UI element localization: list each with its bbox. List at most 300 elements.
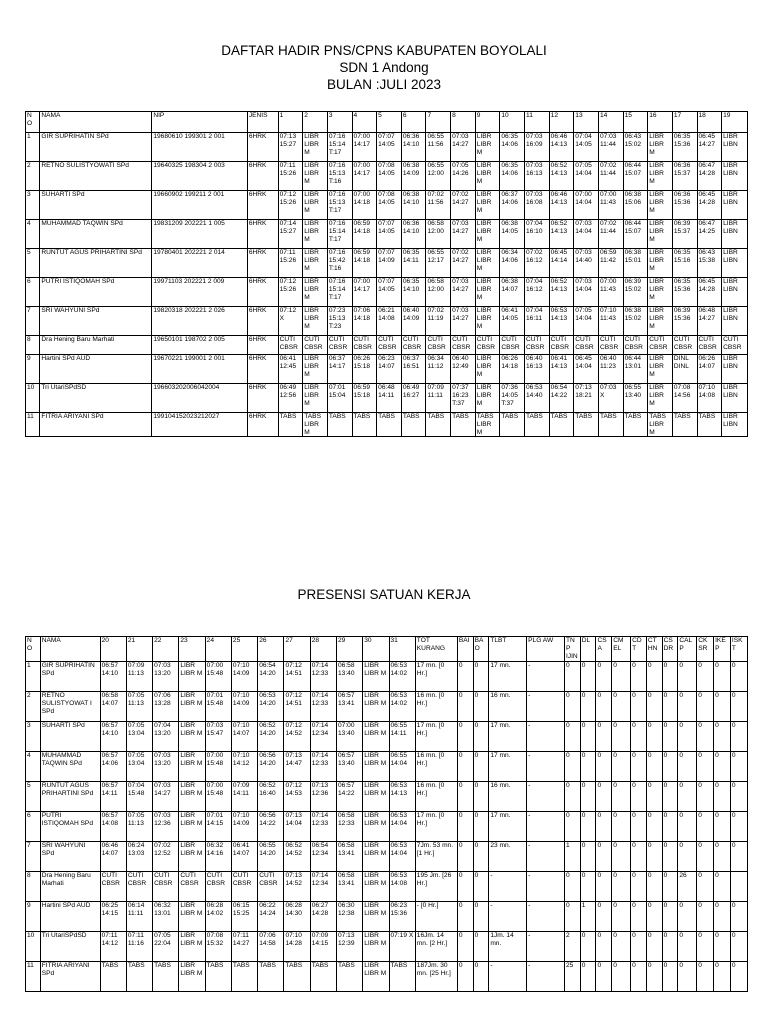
table-cell: 17 mn. [489,662,527,692]
table-cell: 11 [26,962,41,992]
table-cell: 6HRK [247,355,278,384]
table-cell: CUTI CBSR [278,336,303,355]
table-cell [730,872,747,902]
table-cell: 0 [646,962,662,992]
table-cell: LIBR LIBN [722,355,748,384]
table-cell: 16 mn. [0 Hr.] [415,752,457,782]
table-cell: 06:57 14:11 [100,782,126,812]
table-row [26,842,748,872]
column-header: 20 [100,637,126,662]
column-header: 12 [549,112,574,133]
table-cell: - [527,752,565,782]
table-cell: LIBR LIBR M [363,722,389,752]
table-cell: RETNO SULISTYOWAT I SPd [40,692,100,722]
table-cell: - [527,842,565,872]
table-cell: TABS LIBR M [303,413,328,437]
table-cell: 07:03 11:44 [598,133,623,162]
table-cell: 0 [678,962,697,992]
table-row [26,962,748,992]
table-cell: 07:13 18:21 [574,384,599,413]
table-row [26,872,748,902]
table-cell: 06:26 14:07 [697,355,722,384]
table-cell: 06:14 11:11 [126,902,152,932]
table-cell: 07:07 14:05 [377,133,402,162]
table-cell: 0 [697,812,714,842]
table-cell: 06:21 14:08 [377,307,402,336]
table-cell: 3 [26,191,40,220]
table-cell: 06:35 14:06 [500,133,525,162]
table-cell: Dra Hening Baru Marhati [40,872,100,902]
table-cell: CUTI CBSR [401,336,426,355]
school-name: SDN 1 Andong [339,60,429,75]
column-header: 22 [153,637,179,662]
table-cell: 07:12 14:51 [284,692,310,722]
table-cell: 07:03 X [598,384,623,413]
table-cell: 06:28 14:30 [284,902,310,932]
column-header: NIP [152,112,248,133]
table-cell: 0 [714,662,731,692]
table-cell: 07:16 15:13 T:16 [327,162,352,191]
table-cell: 0 [473,962,489,992]
table-cell: LIBR LIBR M [179,962,205,992]
table-cell: 0 [457,752,473,782]
table-cell: 07:06 13:28 [153,692,179,722]
table-cell: 06:28 14:02 [205,902,231,932]
table-cell: 06:47 14:25 [697,220,722,249]
table-cell: 07:03 13:20 [153,752,179,782]
table-cell: 06:44 15:07 [623,220,648,249]
table-cell: LIBR LIBR M [363,812,389,842]
table-cell: 07:16 15:14 T:17 [327,133,352,162]
table-cell: 11 [26,413,40,437]
column-header: 28 [310,637,336,662]
table-cell: 07:07 14:09 [377,249,402,278]
table-cell: 07:10 14:12 [231,752,257,782]
table-cell: CUTI CBSR [426,336,451,355]
table-cell: 07:05 11:13 [126,812,152,842]
table-cell: LIBR LIBR M [648,278,673,307]
table-cell: 0 [612,932,631,962]
table-cell: 06:39 15:37 [672,220,697,249]
table-cell: 19660902 199211 2 001 [152,191,248,220]
table-cell: CUTI CBSR [574,336,599,355]
table-cell: 06:38 15:02 [623,307,648,336]
table-row [26,384,748,413]
table-cell: TABS [377,413,402,437]
table-cell: 06:40 16:13 [525,355,550,384]
table-cell: 0 [678,842,697,872]
table-cell: 06:53 14:20 [258,692,284,722]
table-cell: PUTRI ISTIQOMAH SPd [40,278,152,307]
table-cell: 0 [596,842,612,872]
table-cell: 06:55 12:00 [426,162,451,191]
column-header: N O [26,637,41,662]
column-header: 26 [258,637,284,662]
table-cell: 0 [580,782,596,812]
table-cell: 06:38 14:10 [401,191,426,220]
table-cell: 0 [678,932,697,962]
table-cell: 06:58 12:33 [336,812,362,842]
table-cell: 06:57 13:40 [336,752,362,782]
table-cell: 07:13 14:47 [284,752,310,782]
table-cell: 0 [697,962,714,992]
column-header: TLBT [489,637,527,662]
table-cell: 07:14 12:33 [310,812,336,842]
table-cell: 07:01 14:15 [205,812,231,842]
table-cell: 0 [457,872,473,902]
table-cell: 07:00 14:18 [352,191,377,220]
table-cell: 06:36 15:37 [672,162,697,191]
table-cell: LIBR LIBR M [648,191,673,220]
table-cell: 0 [631,902,647,932]
table-cell: 0 [662,722,678,752]
table-row [26,413,748,437]
table-cell: 06:46 14:07 [100,842,126,872]
table-cell: 0 [473,782,489,812]
table-cell: 0 [457,842,473,872]
table-cell: - [527,692,565,722]
table-cell: LIBR LIBR M [648,307,673,336]
table-cell: 06:59 14:18 [352,249,377,278]
table-cell: 16 mn. [489,782,527,812]
table-cell: 07:10 14:09 [231,812,257,842]
table-cell: - [489,902,527,932]
table-cell: 0 [564,782,580,812]
table-cell: - [527,902,565,932]
table-cell: CUTI CBSR [598,336,623,355]
table-cell: 07:03 14:04 [574,220,599,249]
table-cell: 6HRK [247,384,278,413]
column-header: 10 [500,112,525,133]
table-cell: 187Jm. 30 mn. [25 Hr.] [415,962,457,992]
table-cell: 0 [697,662,714,692]
table-cell: LIBR LIBR M [179,932,205,962]
table-cell: 1 [26,662,41,692]
table-cell: 07:05 14:04 [574,162,599,191]
table-cell: LIBR LIBR M [179,662,205,692]
table-cell: 0 [678,812,697,842]
table-cell: 07:05 11:13 [126,692,152,722]
table-cell: 9 [26,902,41,932]
column-header: NAMA [40,112,152,133]
table-row [26,249,748,278]
table-cell: 0 [662,872,678,902]
table-cell: 07:08 15:32 [205,932,231,962]
table-cell: 07:16 15:14 T:17 [327,220,352,249]
attendance-table-days-1-19 [25,111,748,437]
table-cell: TABS [598,413,623,437]
table-cell: 0 [631,932,647,962]
table-cell: 0 [714,902,731,932]
column-header: 11 [525,112,550,133]
table-cell: 07:14 12:34 [310,872,336,902]
table-cell: 07:13 12:36 [310,782,336,812]
table-cell: 0 [631,782,647,812]
table-cell: 06:26 14:18 [500,355,525,384]
table-cell: 0 [646,842,662,872]
table-cell: TABS [401,413,426,437]
table-cell: 07:11 14:27 [231,932,257,962]
table-cell: 0 [612,722,631,752]
table-cell: 0 [714,722,731,752]
table-cell: 19971103 202221 2 009 [152,278,248,307]
table-cell: 06:58 12:00 [426,278,451,307]
table-cell: 0 [662,902,678,932]
table-cell: 06:45 14:28 [697,278,722,307]
table-cell: 0 [473,752,489,782]
table-cell: CUTI CBSR [722,336,748,355]
table-cell: 0 [678,782,697,812]
table-cell: 0 [473,662,489,692]
table-cell: 06:59 14:18 [352,220,377,249]
table-cell: 6HRK [247,307,278,336]
table-cell: 07:05 13:04 [126,752,152,782]
table-cell: LIBR LIBR M [303,220,328,249]
table-cell: 07:05 14:04 [574,307,599,336]
table-cell: 19640325 198304 2 003 [152,162,248,191]
table-cell: LIBR LIBR M [303,278,328,307]
column-header: CS A [596,637,612,662]
table-cell: 0 [631,692,647,722]
table-cell: 0 [612,662,631,692]
table-cell: 07:14 12:34 [310,722,336,752]
table-cell: 07:03 14:27 [451,133,476,162]
table-cell: 07:10 11:43 [598,307,623,336]
table-cell: - [489,962,527,992]
table-cell: 7Jm. 53 mn. [1 Hr.] [415,842,457,872]
table-cell: 0 [631,722,647,752]
table-cell: 07:00 14:04 [574,191,599,220]
table-cell: 06:52 14:20 [258,722,284,752]
table-cell: 07:03 14:40 [574,249,599,278]
table-cell: 06:35 14:11 [401,249,426,278]
table-cell: CUTI CBSR [525,336,550,355]
table-cell: LIBR LIBR M [475,220,500,249]
table-cell: 0 [596,752,612,782]
table-cell: 06:30 12:38 [336,902,362,932]
table-cell: LIBR LIBR M [475,191,500,220]
table-cell: 07:03 14:27 [153,782,179,812]
table-cell: 0 [580,662,596,692]
table-cell: 17 mn. [0 Hr.] [415,812,457,842]
column-header: 6 [401,112,426,133]
table-cell: 06:46 14:13 [549,191,574,220]
table-cell: 06:57 14:10 [100,722,126,752]
column-header: 17 [672,112,697,133]
table-cell: 07:02 11:44 [598,220,623,249]
table-cell: 0 [564,662,580,692]
column-header: NAMA [40,637,100,662]
table-cell: 0 [580,692,596,722]
table-cell: 06:41 14:07 [231,842,257,872]
table-cell: 8 [26,872,41,902]
table-cell: 06:57 14:06 [100,752,126,782]
table-cell: 0 [646,872,662,902]
column-header: TOT KURANG [415,637,457,662]
table-cell: 0 [473,692,489,722]
table-cell: 06:57 13:41 [336,692,362,722]
table-cell: 07:04 16:11 [525,307,550,336]
table-cell: 0 [631,962,647,992]
table-cell: SUHARTI SPd [40,722,100,752]
table-cell: 06:40 11:23 [598,355,623,384]
table-cell: TABS [672,413,697,437]
table-cell: 07:00 14:17 [352,278,377,307]
table-cell: 0 [697,692,714,722]
table-cell: 06:38 14:09 [401,162,426,191]
table-cell: SUHARTI SPd [40,191,152,220]
table-cell: 07:08 14:05 [377,191,402,220]
table-cell: LIBR LIBN [722,133,748,162]
table-cell: 07:03 14:27 [451,220,476,249]
table-cell: 17 mn. [489,812,527,842]
table-cell: 06:58 13:41 [336,842,362,872]
table-cell: CUTI CBSR [205,872,231,902]
table-cell: 06:59 11:42 [598,249,623,278]
table-cell: 07:14 15:27 [278,220,303,249]
table-cell: 06:38 14:05 [500,220,525,249]
table-cell: 06:53 14:40 [525,384,550,413]
table-cell: SRI WAHYUNI SPd [40,307,152,336]
table-cell: TABS [697,413,722,437]
table-cell: 19680610 199301 2 001 [152,133,248,162]
table-cell: 199104152023212027 [152,413,248,437]
table-cell: 07:01 15:48 [205,692,231,722]
table-cell: TABS LIBR M [475,413,500,437]
table-cell: LIBR LIBR M [363,902,389,932]
table-cell: LIBR LIBN [722,278,748,307]
table-cell: CUTI CBSR [258,872,284,902]
table-cell: 0 [714,842,731,872]
table-cell: CUTI CBSR [126,872,152,902]
table-cell: 0 [662,932,678,962]
table-cell: 07:12 15:26 [278,191,303,220]
table-row [26,662,748,692]
table-cell: 0 [697,872,714,902]
table-cell: 0 [662,842,678,872]
table-cell: 0 [457,812,473,842]
table-cell: TABS [426,413,451,437]
table-cell: RUNTUT AGUS PRIHARTINI SPd [40,249,152,278]
table-cell: 0 [730,782,747,812]
table-cell: 07:11 15:26 [278,249,303,278]
table-cell: 0 [612,812,631,842]
table-cell: 07:09 11:13 [126,662,152,692]
table-cell: LIBR LIBR M [363,662,389,692]
column-header: 21 [126,637,152,662]
table-cell: 06:54 14:22 [549,384,574,413]
table-cell: 06:57 14:22 [336,782,362,812]
table-cell: 07:12 X [278,307,303,336]
table-cell: 06:44 13:01 [623,355,648,384]
table-cell: LIBR LIBR M [363,752,389,782]
table-cell: 0 [714,812,731,842]
table-row [26,692,748,722]
table-cell: LIBR LIBR M [303,249,328,278]
table-cell: 07:08 14:56 [672,384,697,413]
table-cell: 07:16 15:14 T:17 [327,278,352,307]
table-cell: 6HRK [247,249,278,278]
table-cell: 06:54 12:34 [310,842,336,872]
table-cell: 0 [473,842,489,872]
table-cell: 0 [457,962,473,992]
table-cell: 16 mn. [0 Hr.] [415,782,457,812]
column-header: 16 [648,112,673,133]
table-cell: 0 [457,932,473,962]
table-cell: 06:53 14:08 [389,872,415,902]
column-header: 3 [327,112,352,133]
table-cell: 07:09 14:11 [231,782,257,812]
table-cell: TABS [231,962,257,992]
table-cell: 0 [678,692,697,722]
table-cell: 06:56 14:22 [258,812,284,842]
table-cell: 0 [730,692,747,722]
table-cell: 0 [612,782,631,812]
column-header: 9 [475,112,500,133]
table-cell: 07:10 14:08 [697,384,722,413]
table-cell: LIBR LIBR M [648,162,673,191]
table-cell: LIBR LIBR M [648,220,673,249]
table-cell: 0 [596,872,612,902]
table-cell: 0 [697,902,714,932]
table-cell: 06:41 14:13 [549,355,574,384]
table-cell: CUTI CBSR [153,872,179,902]
column-header: CS DR [662,637,678,662]
table-cell: 6HRK [247,133,278,162]
table-cell: 07:12 14:52 [284,722,310,752]
table-cell: 07:02 14:27 [451,249,476,278]
column-header: 31 [389,637,415,662]
table-cell: 07:09 11:11 [426,384,451,413]
table-cell: GIR SUPRIHATIN SPd [40,133,152,162]
table-cell: 07:14 12:33 [310,752,336,782]
table-cell: 06:37 14:06 [500,191,525,220]
table-cell: 0 [646,932,662,962]
table-cell: 06:37 14:17 [327,355,352,384]
table-cell: LIBR LIBR M [363,692,389,722]
column-header: CK SR [697,637,714,662]
table-cell: 0 [697,752,714,782]
table-cell: CUTI CBSR [231,872,257,902]
table-cell: LIBR LIBR M [303,307,328,336]
table-cell: 16 mn. [0 Hr.] [415,692,457,722]
table-cell: 06:39 15:36 [672,307,697,336]
table-cell: 0 [678,722,697,752]
table-cell: CUTI CBSR [377,336,402,355]
table-cell: 06:23 15:36 [389,902,415,932]
column-header: 18 [697,112,722,133]
table-cell: TABS [126,962,152,992]
table-cell: LIBR LIBR M [303,384,328,413]
table-cell: 06:53 14:04 [389,842,415,872]
table-cell: 0 [714,872,731,902]
table-cell: TABS [284,962,310,992]
table-cell: TABS [153,962,179,992]
table-cell: 07:00 11:43 [598,191,623,220]
table-cell: 2 [564,932,580,962]
table-cell: LIBR LIBN [722,162,748,191]
table-cell: 0 [714,692,731,722]
table-cell: 06:53 14:13 [549,307,574,336]
table-cell: 07:12 14:53 [284,782,310,812]
table-cell: 07:04 15:48 [126,782,152,812]
table-cell: LIBR LIBR M [179,782,205,812]
table-cell: 07:10 14:09 [231,662,257,692]
table-cell: 06:44 15:07 [623,162,648,191]
table-cell: TABS [623,413,648,437]
table-cell: CUTI CBSR [303,336,328,355]
table-cell: 07:00 15:48 [205,662,231,692]
